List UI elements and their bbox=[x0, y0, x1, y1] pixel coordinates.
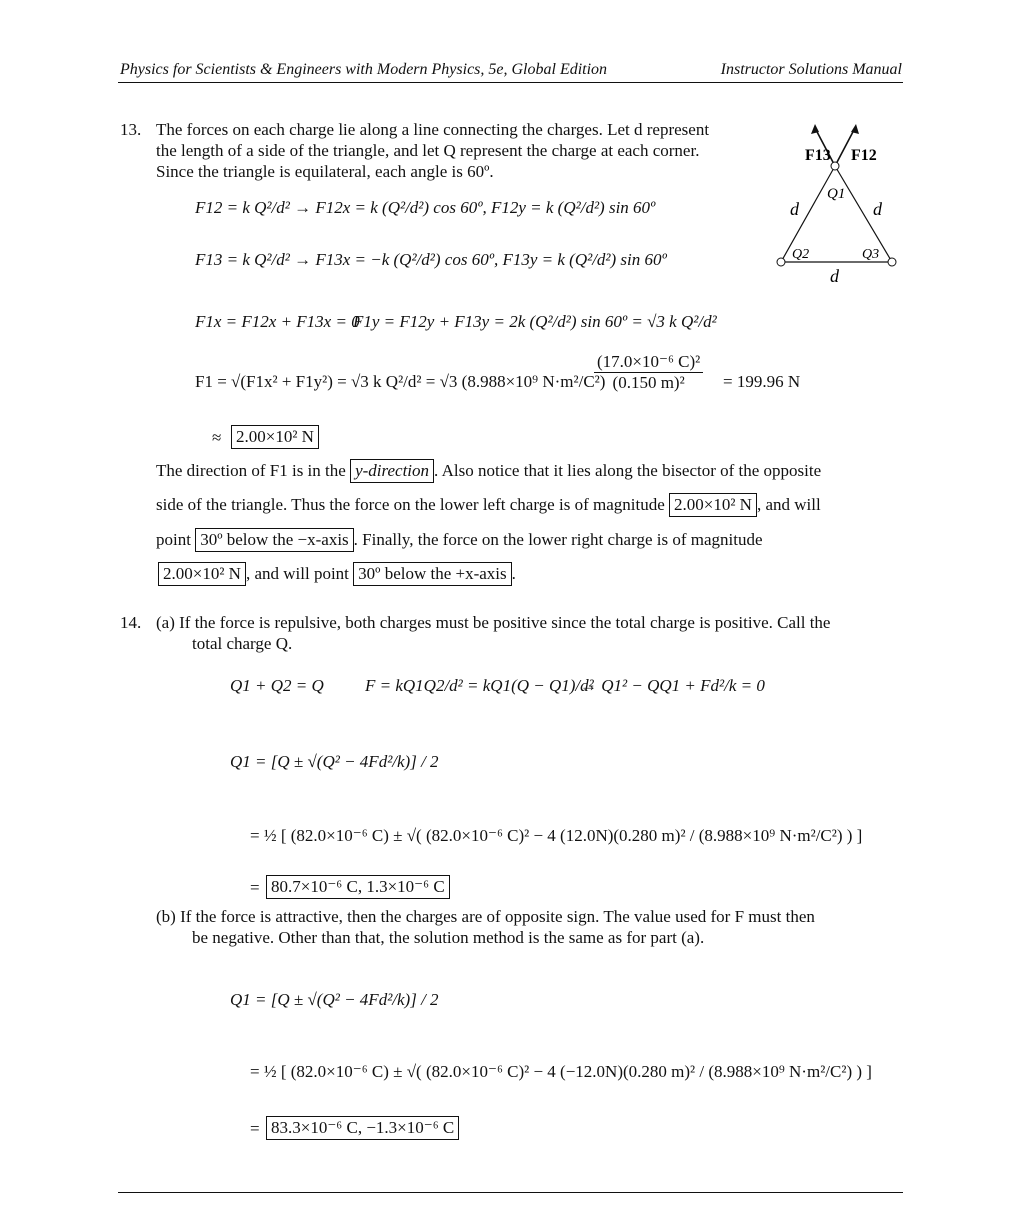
label-side-right: d bbox=[873, 199, 882, 219]
point-text-a: point bbox=[156, 530, 191, 549]
charge-q3-dot bbox=[888, 258, 896, 266]
p14-b-line-1: (b) If the force is attractive, then the charges are of opposite sign. The value used for F must then bbox=[156, 907, 815, 926]
p14-a-line-2: total charge Q. bbox=[192, 634, 293, 653]
point-line bbox=[156, 528, 763, 552]
p13-intro-line-2: the length of a side of the triangle, and let Q represent the charge at each corner. bbox=[156, 141, 700, 160]
p14-a-line-1: (a) If the force is repulsive, both charges must be positive since the total charge is positive. Call the bbox=[156, 613, 831, 632]
final-line bbox=[158, 562, 516, 586]
charge-q2-dot bbox=[777, 258, 785, 266]
equation-f1y: F1y = F12y + F13y = 2k (Q²/d²) sin 60º = √3 k Q²/d² bbox=[353, 312, 717, 331]
equation-f1x: F1x = F12x + F13x = 0 bbox=[195, 312, 360, 331]
approx-symbol: ≈ bbox=[212, 428, 222, 447]
direction-line bbox=[156, 459, 821, 483]
charge-q1-dot bbox=[831, 162, 839, 170]
point-text-b: . Finally, the force on the lower right charge is of magnitude bbox=[353, 530, 763, 549]
problem-13-number: 13. bbox=[120, 120, 142, 139]
equation-f1-magnitude: F1 = √(F1x² + F1y²) = √3 k Q²/d² = √3 (8.988×10⁹ N·m²/C²) bbox=[195, 372, 606, 391]
label-side-left: d bbox=[790, 199, 799, 219]
label-q2: Q2 bbox=[792, 247, 810, 262]
result-a-equals: = bbox=[250, 878, 260, 897]
direction-text-b: . Also notice that it lies along the bisector of the opposite bbox=[434, 461, 822, 480]
charge-triangle-diagram bbox=[770, 118, 910, 288]
final-direction-box: 30º below the +x-axis bbox=[353, 562, 511, 586]
result-b-equals: = bbox=[250, 1119, 260, 1138]
side-answer-box: 2.00×10² N bbox=[669, 493, 757, 517]
footer-rule bbox=[118, 1192, 903, 1193]
equation-f12: F12 = k Q²/d² → F12x = k (Q²/d²) cos 60º, F12y = k (Q²/d²) sin 60º bbox=[195, 198, 656, 217]
equation-substitution-a: = ½ [ (82.0×10⁻⁶ C) ± √( (82.0×10⁻⁶ C)² − 4 (12.0N)(0.280 m)² / (8.988×10⁹ N·m²/C²) ) ] bbox=[250, 826, 863, 845]
header-left: Physics for Scientists & Engineers with Modern Physics, 5e, Global Edition bbox=[120, 61, 608, 78]
equation-q1-formula-b: Q1 = [Q ± √(Q² − 4Fd²/k)] / 2 bbox=[230, 990, 439, 1009]
side-text-a: side of the triangle. Thus the force on the lower left charge is of magnitude bbox=[156, 495, 665, 514]
equation-f1-result: = 199.96 N bbox=[723, 372, 801, 391]
f1-fraction bbox=[594, 352, 703, 393]
header-right: Instructor Solutions Manual bbox=[720, 61, 902, 78]
side-text-b: , and will bbox=[756, 495, 821, 514]
approx-answer-box: 2.00×10² N bbox=[231, 425, 319, 449]
problem-14-number: 14. bbox=[120, 613, 142, 632]
equation-quadratic: → Q1² − QQ1 + Fd²/k = 0 bbox=[580, 676, 765, 695]
final-text-mid: , and will point bbox=[245, 564, 349, 583]
final-text-end: . bbox=[511, 564, 516, 583]
side-line bbox=[156, 493, 821, 517]
result-b-box: 83.3×10⁻⁶ C, −1.3×10⁻⁶ C bbox=[266, 1116, 459, 1140]
equation-coulomb: F = kQ1Q2/d² = kQ1(Q − Q1)/d² bbox=[365, 676, 594, 695]
equation-f13: F13 = k Q²/d² → F13x = −k (Q²/d²) cos 60º, F13y = k (Q²/d²) sin 60º bbox=[195, 250, 667, 269]
result-a-box: 80.7×10⁻⁶ C, 1.3×10⁻⁶ C bbox=[266, 875, 450, 899]
label-f12: F12 bbox=[851, 147, 877, 164]
header-rule bbox=[118, 82, 903, 83]
direction-answer-box: y-direction bbox=[350, 459, 434, 483]
equation-substitution-b: = ½ [ (82.0×10⁻⁶ C) ± √( (82.0×10⁻⁶ C)² − 4 (−12.0N)(0.280 m)² / (8.988×10⁹ N·m²/C²) ) ] bbox=[250, 1062, 872, 1081]
label-f13: F13 bbox=[805, 147, 831, 164]
point-answer-box: 30º below the −x-axis bbox=[195, 528, 353, 552]
equation-f1-fraction bbox=[592, 352, 705, 393]
equation-charge-sum: Q1 + Q2 = Q bbox=[230, 676, 324, 695]
p13-intro-line-3: Since the triangle is equilateral, each angle is 60º. bbox=[156, 162, 494, 181]
direction-text-a: The direction of F1 is in the bbox=[156, 461, 346, 480]
f1-numerator: (17.0×10⁻⁶ C)² bbox=[594, 352, 703, 373]
label-side-bottom: d bbox=[830, 266, 839, 286]
label-q3: Q3 bbox=[862, 247, 880, 262]
equation-q1-formula-a: Q1 = [Q ± √(Q² − 4Fd²/k)] / 2 bbox=[230, 752, 439, 771]
f1-denominator: (0.150 m)² bbox=[612, 373, 685, 392]
label-q1: Q1 bbox=[827, 186, 846, 202]
p14-b-line-2: be negative. Other than that, the solution method is the same as for part (a). bbox=[192, 928, 705, 947]
p13-intro-line-1: The forces on each charge lie along a line connecting the charges. Let d represent bbox=[156, 120, 710, 139]
final-magnitude-box: 2.00×10² N bbox=[158, 562, 246, 586]
